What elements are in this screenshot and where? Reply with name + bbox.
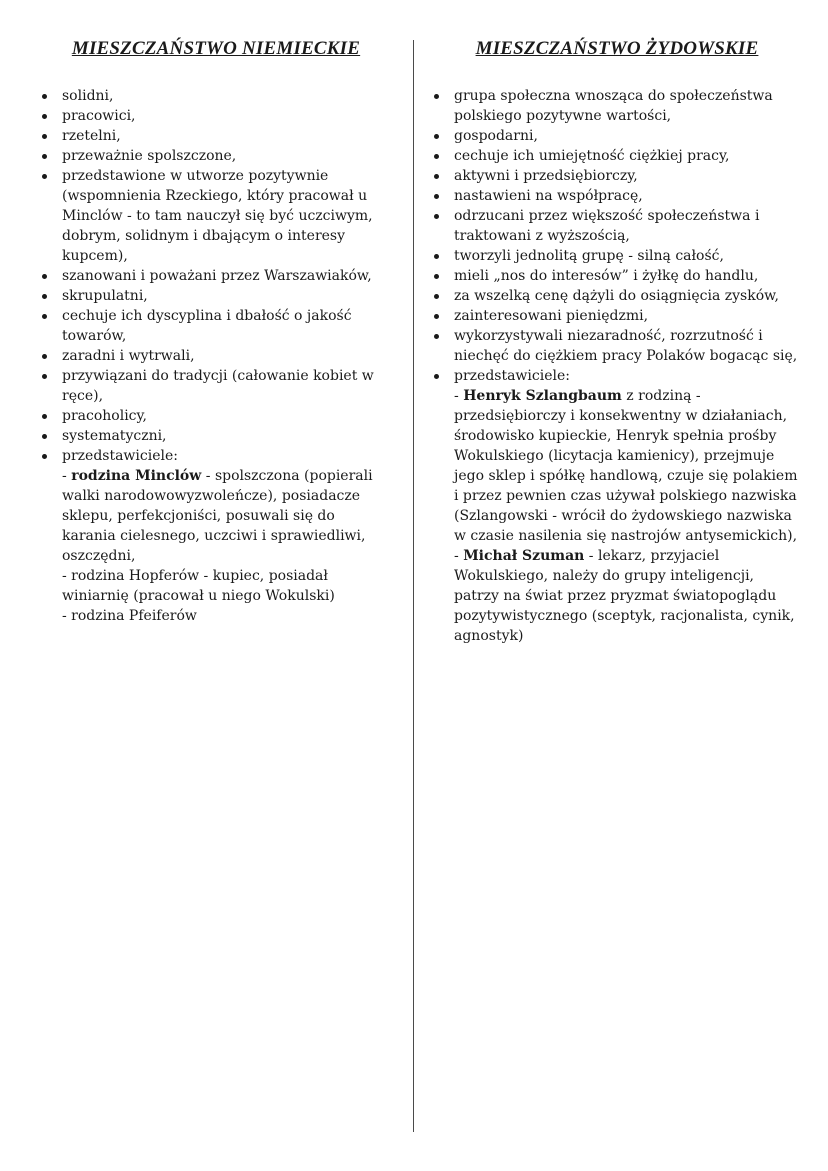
list-item: pracowici, bbox=[62, 106, 392, 126]
representatives-item bbox=[454, 366, 802, 646]
list-item: wykorzystywali niezaradność, rozrzutność i niechęć do ciężkiem pracy Polaków bogacąc się, bbox=[454, 326, 802, 366]
jewish-bourgeoisie-heading: MIESZCZAŃSTWO ŻYDOWSKIE bbox=[475, 38, 759, 59]
representative-pfeiferow: - rodzina Pfeiferów bbox=[62, 608, 197, 624]
list-item: pracoholicy, bbox=[62, 406, 392, 426]
list-item: skrupulatni, bbox=[62, 286, 392, 306]
representative-description: - lekarz, przyjaciel Wokulskiego, należy do grupy inteligencji, patrzy na świat przez pryzmat światopoglądu pozytywistycznego (sceptyk, racjonalista, cynik, agnostyk) bbox=[454, 548, 795, 644]
dash: - bbox=[62, 468, 72, 484]
list-item: przedstawione w utworze pozytywnie (wspomnienia Rzeckiego, który pracował u Minclów - to tam nauczył się być uczciwym, dobrym, solidnym i dbającym o interesy kupcem), bbox=[62, 166, 392, 266]
list-item: gospodarni, bbox=[454, 126, 802, 146]
list-item: cechuje ich umiejętność ciężkiej pracy, bbox=[454, 146, 802, 166]
list-item: solidni, bbox=[62, 86, 392, 106]
list-item: szanowani i poważani przez Warszawiaków, bbox=[62, 266, 392, 286]
list-item: tworzyli jednolitą grupę - silną całość, bbox=[454, 246, 802, 266]
representative-description: - spolszczona (popierali walki narodowowyzwoleńcze), posiadacze sklepu, perfekcjoniści, posuwali się do karania cielesnego, uczciwi i sprawiedliwi, oszczędni, bbox=[62, 468, 373, 564]
representative-description: z rodziną - przedsiębiorczy i konsekwentny w działaniach, środowisko kupieckie, Henryk spełnia prośby Wokulskiego (licytacja kamienicy), przejmuje jego sklep i spółkę handlową, czuje się polakiem i przez pewnien czas używał polskiego nazwiska (Szlangowski - wrócił do żydowskiego nazwiska w czasie nasilenia się nastrojów antysemickich), bbox=[454, 388, 798, 544]
list-item: za wszelką cenę dążyli do osiągnięcia zysków, bbox=[454, 286, 802, 306]
representatives-label: przedstawiciele: bbox=[62, 448, 178, 464]
representatives-item bbox=[62, 446, 392, 626]
german-traits-list bbox=[40, 86, 392, 626]
list-item: przeważnie spolszczone, bbox=[62, 146, 392, 166]
representative-name: Michał Szuman bbox=[463, 548, 585, 564]
dash: - bbox=[454, 388, 464, 404]
list-item: odrzucani przez większość społeczeństwa i traktowani z wyższością, bbox=[454, 206, 802, 246]
german-bourgeoisie-heading: MIESZCZAŃSTWO NIEMIECKIE bbox=[71, 38, 361, 59]
list-item: zaradni i wytrwali, bbox=[62, 346, 392, 366]
list-item: systematyczni, bbox=[62, 426, 392, 446]
jewish-traits-list bbox=[432, 86, 802, 646]
list-item: przywiązani do tradycji (całowanie kobiet w ręce), bbox=[62, 366, 392, 406]
representative-name: rodzina Minclów bbox=[71, 468, 202, 484]
representative-hopferow: - rodzina Hopferów - kupiec, posiadał winiarnię (pracował u niego Wokulski) bbox=[62, 568, 335, 604]
list-item: nastawieni na współpracę, bbox=[454, 186, 802, 206]
list-item: grupa społeczna wnosząca do społeczeństwa polskiego pozytywne wartości, bbox=[454, 86, 802, 126]
representative-minclow bbox=[62, 466, 392, 566]
column-divider bbox=[413, 40, 414, 1132]
list-item: rzetelni, bbox=[62, 126, 392, 146]
list-item: aktywni i przedsiębiorczy, bbox=[454, 166, 802, 186]
list-item: zainteresowani pieniędzmi, bbox=[454, 306, 802, 326]
representative-szlangbaum bbox=[454, 386, 802, 546]
representative-szuman bbox=[454, 546, 802, 646]
list-item: cechuje ich dyscyplina i dbałość o jakość towarów, bbox=[62, 306, 392, 346]
representative-name: Henryk Szlangbaum bbox=[463, 388, 622, 404]
jewish-bourgeoisie-column bbox=[432, 38, 802, 646]
representatives-label: przedstawiciele: bbox=[454, 368, 570, 384]
dash: - bbox=[454, 548, 464, 564]
list-item: mieli „nos do interesów” i żyłkę do handlu, bbox=[454, 266, 802, 286]
german-bourgeoisie-column bbox=[40, 38, 392, 626]
